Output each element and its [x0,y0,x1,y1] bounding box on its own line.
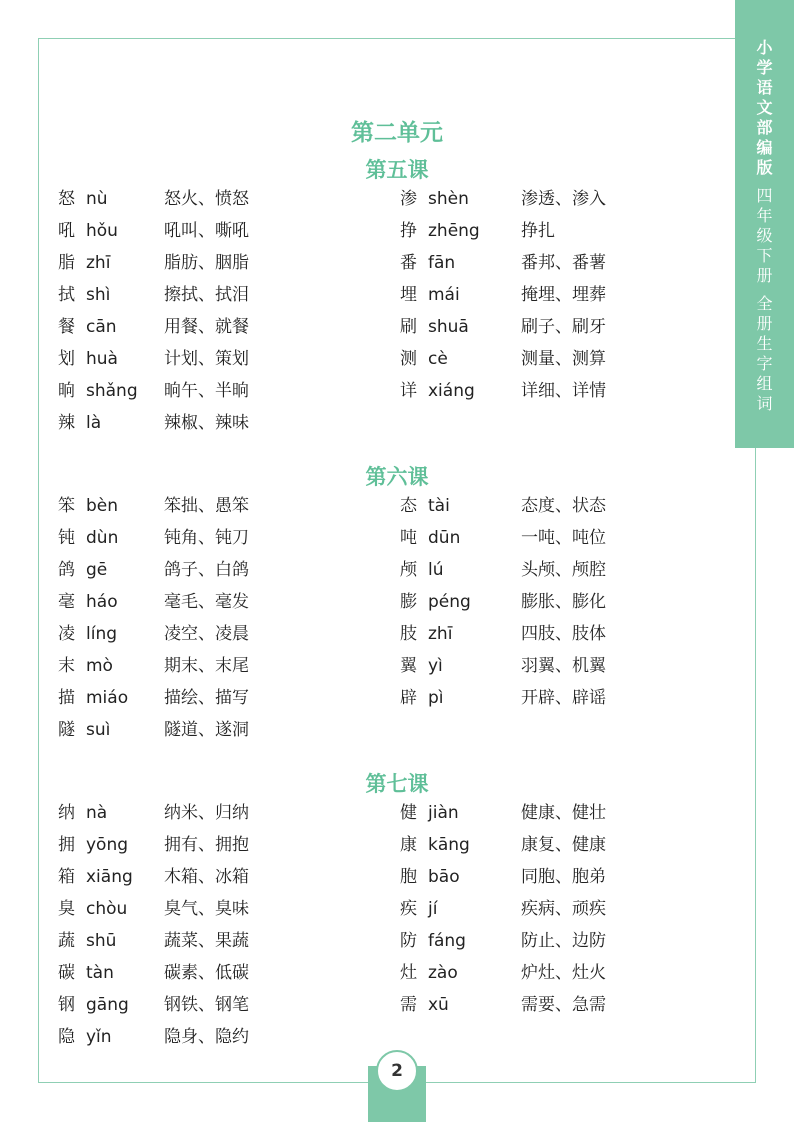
side-tab-char: 下 [756,246,773,265]
pinyin: fáng [428,931,466,951]
char-row [400,218,700,244]
word-group: 脂肪、胭脂 [164,253,249,273]
char-row [400,589,700,615]
character: 描 [58,688,75,708]
char-row [58,928,358,954]
character: 膨 [400,592,417,612]
char-row [400,493,700,519]
character: 疾 [400,899,417,919]
pinyin: xiáng [428,381,475,401]
page-number: 2 [376,1050,418,1092]
character: 餐 [58,317,75,337]
char-row [400,250,700,276]
char-row [400,346,700,372]
word-group: 炉灶、灶火 [521,963,606,983]
word-group: 怒火、愤怒 [164,189,249,209]
word-group: 纳米、归纳 [164,803,249,823]
char-row [58,186,358,212]
word-group: 防止、边防 [521,931,606,951]
pinyin: fān [428,253,456,273]
word-group: 钢铁、钢笔 [164,995,249,1015]
pinyin: chòu [86,899,128,919]
pinyin: bèn [86,496,119,516]
char-row [58,717,358,743]
char-row [58,525,358,551]
word-group: 一吨、吨位 [521,528,606,548]
pinyin: nù [86,189,108,209]
word-group: 健康、健壮 [521,803,606,823]
char-row [58,410,358,436]
char-row [400,282,700,308]
character: 脂 [58,253,75,273]
char-row [58,864,358,890]
char-row [400,685,700,711]
character: 刷 [400,317,417,337]
side-tab-char: 年 [756,206,773,225]
char-row [400,378,700,404]
character: 划 [58,349,75,369]
pinyin: mái [428,285,460,305]
word-group: 臭气、臭味 [164,899,249,919]
char-row [58,1024,358,1050]
character: 臭 [58,899,75,919]
word-group: 计划、策划 [164,349,249,369]
pinyin: yì [428,656,443,676]
lesson-title: 第七课 [365,772,429,796]
word-group: 毫毛、毫发 [164,592,249,612]
character: 健 [400,803,417,823]
character: 肢 [400,624,417,644]
pinyin: zhēng [428,221,480,241]
char-row [400,621,700,647]
pinyin: dùn [86,528,119,548]
pinyin: shǎng [86,381,138,401]
pinyin: shì [86,285,111,305]
pinyin: líng [86,624,118,644]
word-group: 测量、测算 [521,349,606,369]
char-row [58,896,358,922]
word-group: 需要、急需 [521,995,606,1015]
side-tab-char: 组 [756,374,773,393]
char-row [400,992,700,1018]
char-row [58,960,358,986]
character: 凌 [58,624,75,644]
word-group: 木箱、冰箱 [164,867,249,887]
pinyin: miáo [86,688,129,708]
char-row [400,557,700,583]
side-tab-char: 小 [756,38,773,57]
character: 辟 [400,688,417,708]
pinyin: gāng [86,995,129,1015]
pinyin: xiāng [86,867,133,887]
side-tab-group-2 [756,294,772,414]
char-row [58,378,358,404]
word-group: 康复、健康 [521,835,606,855]
word-group: 碳素、低碳 [164,963,249,983]
word-group: 拥有、拥抱 [164,835,249,855]
lesson-title: 第五课 [365,158,429,182]
side-tab-char: 学 [756,58,773,77]
side-tab-char: 部 [756,118,773,137]
char-row [58,621,358,647]
word-group: 隧道、遂洞 [164,720,249,740]
word-group: 吼叫、嘶吼 [164,221,249,241]
character: 挣 [400,221,417,241]
word-group: 凌空、凌晨 [164,624,249,644]
word-group: 用餐、就餐 [164,317,249,337]
character: 埋 [400,285,417,305]
character: 测 [400,349,417,369]
side-tab-char: 级 [756,226,773,245]
char-row [58,653,358,679]
unit-title: 第二单元 [351,120,443,146]
character: 辣 [58,413,75,433]
character: 番 [400,253,417,273]
word-group: 疾病、顽疾 [521,899,606,919]
pinyin: yōng [86,835,129,855]
side-tab-char: 语 [756,78,773,97]
word-group: 开辟、辟谣 [521,688,606,708]
word-group: 羽翼、机翼 [521,656,606,676]
pinyin: cān [86,317,117,337]
side-tab-group-1 [756,186,772,286]
word-group: 膨胀、膨化 [521,592,606,612]
word-group: 钝角、钝刀 [164,528,249,548]
word-group: 同胞、胞弟 [521,867,606,887]
pinyin: zào [428,963,458,983]
char-row [58,250,358,276]
pinyin: hǒu [86,221,118,241]
character: 吼 [58,221,75,241]
side-tab-char: 四 [756,186,773,205]
word-group: 期末、末尾 [164,656,249,676]
char-row [58,346,358,372]
pinyin: gē [86,560,108,580]
pinyin: xū [428,995,449,1015]
word-group: 渗透、渗入 [521,189,606,209]
word-group: 态度、状态 [521,496,606,516]
character: 箱 [58,867,75,887]
side-tab-char: 文 [756,98,773,117]
character: 康 [400,835,417,855]
character: 吨 [400,528,417,548]
word-group: 头颅、颅腔 [521,560,606,580]
pinyin: dūn [428,528,461,548]
char-row [58,685,358,711]
side-tab-char: 编 [756,138,773,157]
char-row [400,800,700,826]
character: 渗 [400,189,417,209]
word-group: 挣扎 [521,221,555,241]
side-tab-char: 全 [756,294,773,313]
char-row [58,282,358,308]
character: 末 [58,656,75,676]
side-tab-char: 册 [756,266,773,285]
pinyin: shū [86,931,117,951]
character: 拭 [58,285,75,305]
pinyin: shèn [428,189,469,209]
char-row [400,525,700,551]
word-group: 蔬菜、果蔬 [164,931,249,951]
word-group: 鸽子、白鸽 [164,560,249,580]
pinyin: háo [86,592,118,612]
side-tab-char: 生 [756,334,773,353]
word-group: 辣椒、辣味 [164,413,249,433]
character: 隧 [58,720,75,740]
character: 晌 [58,381,75,401]
char-row [58,800,358,826]
side-tab [735,0,794,448]
character: 笨 [58,496,75,516]
lesson-title: 第六课 [365,465,429,489]
pinyin: pì [428,688,444,708]
word-group: 隐身、隐约 [164,1027,249,1047]
character: 翼 [400,656,417,676]
char-row [400,864,700,890]
side-tab-char: 字 [756,354,773,373]
char-row [400,186,700,212]
character: 纳 [58,803,75,823]
pinyin: kāng [428,835,470,855]
pinyin: shuā [428,317,469,337]
word-group: 描绘、描写 [164,688,249,708]
character: 蔬 [58,931,75,951]
word-group: 晌午、半晌 [164,381,249,401]
character: 态 [400,496,417,516]
character: 详 [400,381,417,401]
pinyin: zhī [428,624,453,644]
char-row [58,589,358,615]
char-row [58,557,358,583]
character: 钢 [58,995,75,1015]
pinyin: cè [428,349,448,369]
character: 隐 [58,1027,75,1047]
word-group: 擦拭、拭泪 [164,285,249,305]
char-row [58,832,358,858]
pinyin: jiàn [428,803,459,823]
word-group: 四肢、肢体 [521,624,606,644]
char-row [58,493,358,519]
word-group: 详细、详情 [521,381,606,401]
character: 钝 [58,528,75,548]
pinyin: suì [86,720,111,740]
word-group: 番邦、番薯 [521,253,606,273]
pinyin: yǐn [86,1027,112,1047]
pinyin: nà [86,803,108,823]
side-tab-char: 册 [756,314,773,333]
pinyin: tài [428,496,450,516]
pinyin: péng [428,592,471,612]
pinyin: lú [428,560,444,580]
char-row [58,992,358,1018]
char-row [58,218,358,244]
pinyin: jí [428,899,438,919]
char-row [400,653,700,679]
character: 防 [400,931,417,951]
pinyin: mò [86,656,113,676]
pinyin: tàn [86,963,114,983]
word-group: 刷子、刷牙 [521,317,606,337]
char-row [58,314,358,340]
pinyin: zhī [86,253,111,273]
side-tab-char: 词 [756,394,773,413]
pinyin: bāo [428,867,460,887]
pinyin: là [86,413,102,433]
side-tab-char: 版 [756,158,773,177]
character: 碳 [58,963,75,983]
char-row [400,960,700,986]
char-row [400,832,700,858]
char-row [400,928,700,954]
char-row [400,896,700,922]
character: 胞 [400,867,417,887]
char-row [400,314,700,340]
character: 怒 [58,189,75,209]
character: 灶 [400,963,417,983]
character: 需 [400,995,417,1015]
word-group: 掩埋、埋葬 [521,285,606,305]
character: 鸽 [58,560,75,580]
word-group: 笨拙、愚笨 [164,496,249,516]
character: 毫 [58,592,75,612]
character: 颅 [400,560,417,580]
pinyin: huà [86,349,118,369]
character: 拥 [58,835,75,855]
